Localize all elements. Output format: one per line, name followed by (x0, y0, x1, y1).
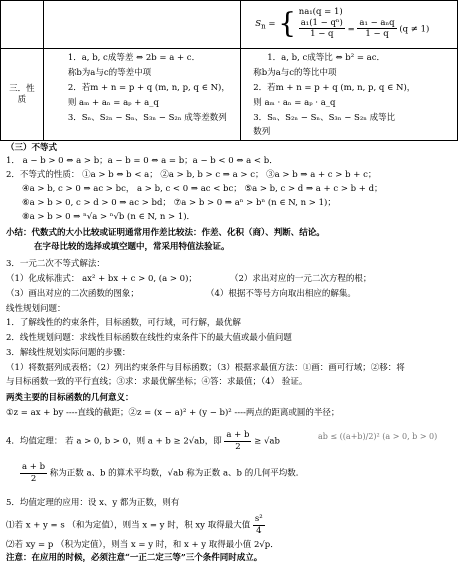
formula-cond: (q ≠ 1) (399, 24, 430, 35)
frac-num: s² (254, 514, 263, 524)
text-line: （3）画出对应的二次函数的图象； (6, 289, 139, 299)
text-line: 2．不等式的性质： ①a > b ⇔ b < a； ②a > b, b > c ⇒ a > c； ③a > b ⇒ a + c > b + c； (6, 170, 377, 180)
section-subheading: 两类主要的目标函数的几何意义： (6, 393, 134, 403)
text-line: ①z = ax + by ----直线的截距；②z = (x − a)² + (y − b)² ----两点的距离或圆的半径； (6, 408, 340, 418)
sum-fixed-text: ⑴若 x + y = s （和为定值），则当 x = y 时，积 xy 取得最大值 (6, 520, 251, 531)
frac-num: a + b (226, 430, 250, 440)
s2-4-frac (253, 514, 265, 536)
text-line: （1）将数据列成表格；（2）列出约束条件与目标函数；（3）根据求最值方法：①画：画可行域；②移：将 (6, 363, 405, 373)
arith-properties (44, 49, 240, 128)
mean-theorem-tail: ≥ √ab (254, 436, 280, 447)
geo-line: 称b为a与c的等比中项 (253, 68, 337, 78)
summary-note-2: 在字母比较的选择或填空题中，常采用特值法验证。 (34, 242, 230, 252)
geo-properties-cell (241, 49, 458, 141)
formula-frac1 (299, 18, 345, 40)
frac-num: a + b (22, 462, 46, 472)
sum-formula-cell (241, 1, 458, 49)
formula-case2 (299, 18, 430, 40)
summary-note (6, 228, 325, 239)
sum-formula (241, 1, 457, 40)
arith-properties-cell (43, 49, 240, 141)
geo-line: 数列 (253, 127, 271, 137)
row-label-cell (1, 49, 44, 141)
table-empty-cell (43, 1, 240, 49)
sequence-property-table (0, 0, 458, 141)
formula-lhs: S (255, 18, 262, 29)
formula-cases (299, 7, 430, 40)
text-line: 与目标函数一致的平行直线；③求：求最优解坐标；④答：求最值；（4） 验证。 (6, 377, 308, 387)
geo-line: 则 aₘ · aₙ = aₚ · a_q (253, 98, 336, 108)
mean-theorem-text: 4．均值定理： 若 a > 0, b > 0，则 a + b ≥ 2√ab，即 (6, 436, 222, 447)
text-line: （1）化成标准式： ax² + bx + c > 0, (a > 0)； (6, 274, 197, 284)
text-line: （4）根据不等号方向取出相应的解集。 (206, 289, 356, 299)
frac-den: 2 (235, 441, 241, 452)
frac-den: 2 (30, 473, 37, 484)
frac-den: 1 − q (310, 29, 334, 40)
text-line: 1． a − b > 0 ⇔ a > b；a − b = 0 ⇔ a = b；a − b < 0 ⇔ a < b． (6, 156, 278, 166)
frac-den: 4 (256, 525, 262, 536)
formula-brace: { (278, 6, 297, 40)
formula-eq: = (268, 18, 276, 29)
formula-eq2: = (347, 24, 355, 35)
mean-frac (224, 430, 251, 452)
text-line: ⑥a > b > 0, c > d > 0 ⇒ ac > bd； ⑦a > b > 0 ⇒ aⁿ > bⁿ (n ∈ N, n > 1)； (22, 198, 336, 208)
text-line: ④a > b, c > 0 ⇒ ac > bc， a > b, c < 0 ⇒ ac < bc； ⑤a > b, c > d ⇒ a + c > b + d； (22, 184, 383, 194)
arith-line: 3．Sₙ、S₂ₙ − Sₙ、S₃ₙ − S₂ₙ 成等差数列 (67, 113, 227, 123)
geo-line: 3．Sₙ、S₂ₙ − Sₙ、S₃ₙ − S₂ₙ 成等比 (253, 113, 396, 123)
text-line: 3．解线性规划实际问题的步骤： (6, 348, 131, 358)
section-heading: （三）不等式 (6, 143, 58, 153)
arith-line: 2．若m + n = p + q (m, n, p, q ∈ N)， (67, 83, 230, 93)
row-label: 三．性质 (9, 83, 35, 105)
geo-line: 2．若m + n = p + q (m, n, p, q ∈ N)， (253, 83, 416, 93)
formula-sub: n (261, 21, 266, 31)
table-empty-cell (1, 1, 44, 49)
sum-fixed-line (6, 514, 265, 536)
text-line: ⑧a > b > 0 ⇒ ⁿ√a > ⁿ√b (n ∈ N, n > 1)． (22, 212, 196, 222)
arith-line: 称b为a与c的等差中项 (67, 68, 152, 78)
text-line: 5．均值定理的应用：设 x、y 都为正数，则有 (6, 498, 180, 508)
mean-def-frac (20, 462, 47, 484)
mean-definition-line (20, 462, 304, 484)
frac-num: a₁(1 − qⁿ) (300, 17, 343, 28)
summary-label: 小结： (6, 228, 32, 238)
text-line: 2．线性规划问题：求线性目标函数在线性约束条件下的最大值或最小值问题 (6, 333, 292, 343)
text-line: （2）求出对应的一元二次方程的根； (230, 274, 372, 284)
arith-line: 则 aₘ + aₙ = aₚ + a_q (67, 98, 159, 108)
text-line: 线性规划问题： (6, 304, 66, 314)
arith-line: 1．a, b, c成等差 ⇔ 2b = a + c． (67, 53, 201, 63)
formula-frac2 (357, 18, 396, 40)
text-line: ⑵若 xy = p （积为定值），则当 x = y 时，和 x + y 取得最小值 2√p． (6, 540, 279, 550)
geo-line: 1．a, b, c成等比 ⇔ b² = ac． (267, 53, 385, 63)
mean-definition-text: 称为正数 a、b 的算术平均数，√ab 称为正数 a、b 的几何平均数． (49, 468, 305, 479)
note-line: 注意：在应用的时候，必须注意“一正二定三等”三个条件同时成立。 (6, 553, 263, 563)
formula-case1: na₁(q = 1) (298, 7, 343, 17)
text-line: 1．了解线性的约束条件，目标函数，可行域，可行解，最优解 (6, 318, 241, 328)
text-line: 3．一元二次不等式解法： (6, 259, 105, 269)
frac-den: 1 − q (365, 29, 389, 40)
geo-properties (241, 49, 457, 140)
summary-text: 代数式的大小比较或证明通常用作差比较法：作差、化积（商）、判断、结论。 (31, 228, 325, 238)
faint-formula: ab ≤ ((a+b)/2)² (a > 0, b > 0) (318, 432, 438, 441)
frac-num: a₁ − aₙq (359, 17, 395, 28)
mean-theorem-line (6, 430, 280, 452)
